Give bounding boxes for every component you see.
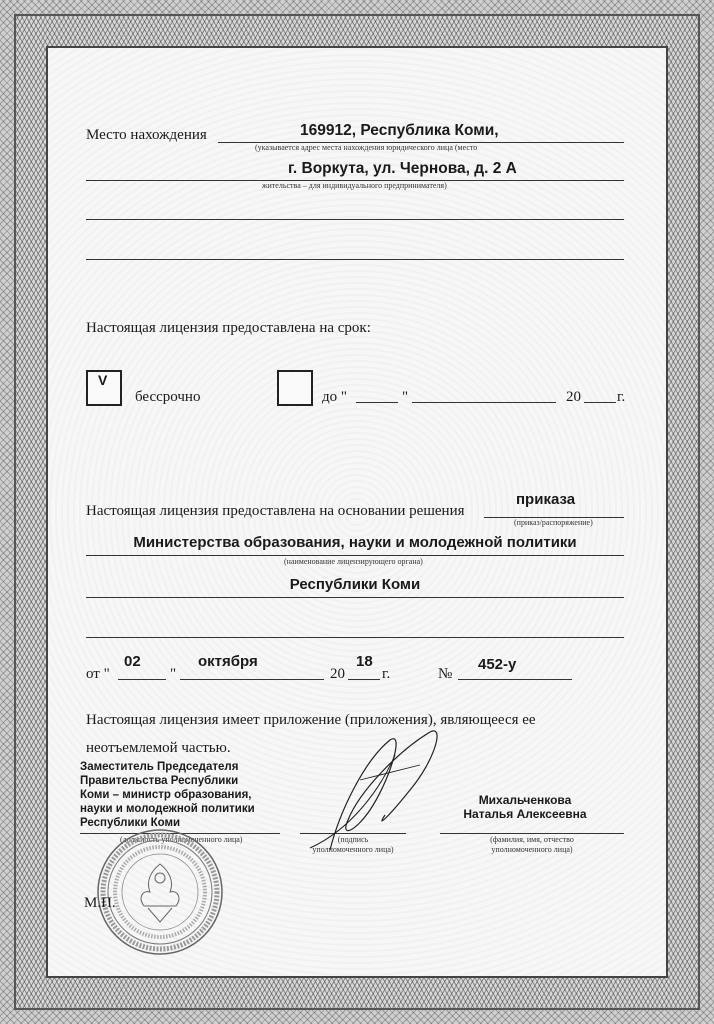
indefinite-label: бессрочно [135,389,201,405]
signatory-position [80,760,255,830]
authority-value-1-text: Министерства образования, науки и молодежной политики [133,534,577,551]
name-hint-1: (фамилия, имя, отчество [490,835,574,844]
until-year-prefix: 20 [566,389,581,405]
authority-hint: (наименование лицензирующего органа) [284,557,423,566]
until-checkbox[interactable] [277,370,313,406]
year-line [348,679,380,680]
from-label: от " [86,666,110,682]
position-line: Заместитель Председателя [80,761,239,773]
location-value-1: 169912, Республика Коми, [300,122,499,139]
location-hint-1: (указывается адрес места нахождения юридического лица (место [255,143,478,152]
indefinite-checkbox[interactable] [86,370,122,406]
authority-value-1 [86,534,624,551]
location-line-3 [86,219,624,220]
month-line [180,679,324,680]
signature-hint-1: (подпись [337,835,369,844]
handwritten-signature [270,720,470,860]
term-label: Настоящая лицензия предоставлена на срок: [86,320,371,336]
location-hint-2: жительства – для индивидуального предпринимателя) [262,181,447,190]
year-value: 18 [356,653,373,670]
name-line-2: Наталья Алексеевна [463,807,587,821]
until-year-line [584,402,616,403]
decision-hint: (приказ/распоряжение) [514,518,593,527]
authority-value-2 [86,576,624,593]
mp-label: М.П. [84,895,116,911]
name-hint-2: уполномоченного лица) [491,845,573,854]
indefinite-check-mark: V [98,372,108,388]
signature-hint-2: уполномоченного лица) [312,845,394,854]
until-quote: " [402,389,409,405]
day-line [118,679,166,680]
authority-line-1 [86,555,624,556]
authority-value-2-text: Республики Коми [289,576,421,593]
position-line: науки и молодежной политики [80,803,255,815]
month-value: октября [198,653,258,670]
annex-line-2: неотъемлемой частью. [86,740,231,756]
position-line: Коми – министр образования, [80,789,252,801]
day-quote: " [170,666,177,682]
official-seal [94,826,226,958]
location-value-2: г. Воркута, ул. Чернова, д. 2 А [288,160,517,177]
number-line [458,679,572,680]
day-value: 02 [124,653,141,670]
until-month-line [412,402,556,403]
location-line-4 [86,259,624,260]
position-line: Правительства Республики [80,775,239,787]
until-day-line [356,402,398,403]
location-label: Место нахождения [86,127,207,143]
until-label: до " [322,389,348,405]
basis-label: Настоящая лицензия предоставлена на основании решения [86,503,465,519]
position-line: Республики Коми [80,817,181,829]
number-label: № [438,666,453,682]
authority-line-2 [86,597,624,598]
annex-line-1: Настоящая лицензия имеет приложение (приложения), являющееся ее [86,712,536,728]
name-line-1: Михальченкова [478,793,572,807]
authority-line-3 [86,637,624,638]
decision-value: приказа [516,491,576,508]
position-hint: (должность уполномоченного лица) [120,835,243,844]
year-prefix: 20 [330,666,345,682]
year-suffix: г. [382,666,391,682]
number-value: 452-у [478,656,517,673]
until-year-suffix: г. [617,389,626,405]
